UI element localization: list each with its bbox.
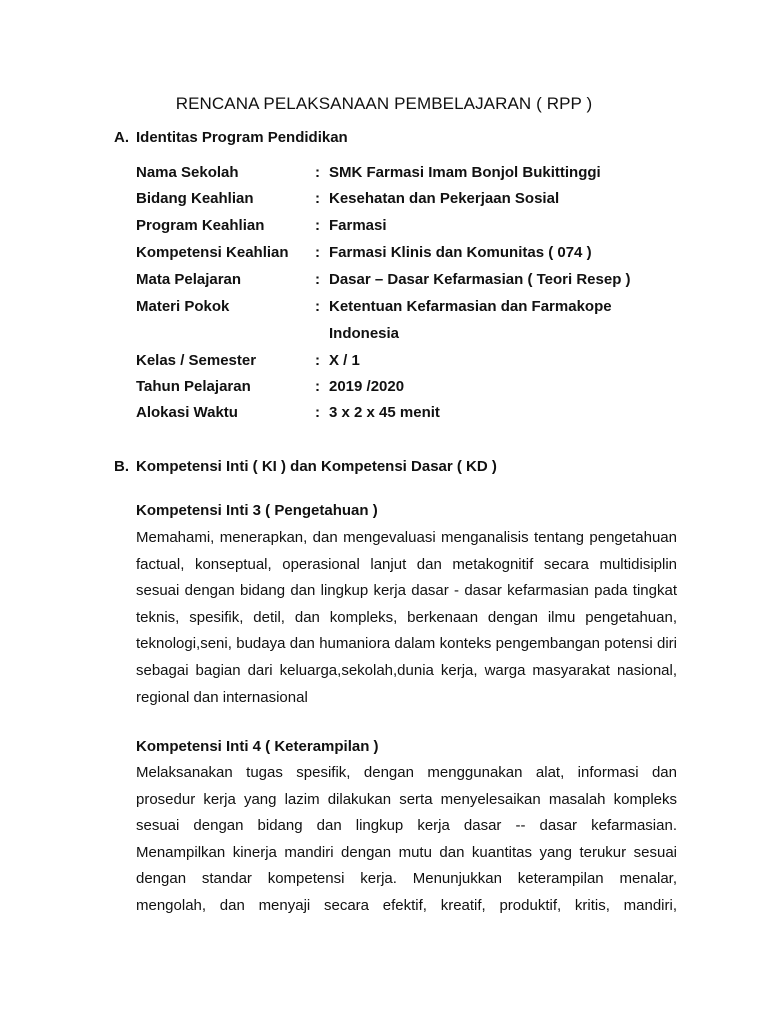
identity-colon: :	[315, 217, 320, 234]
paragraph-line: Melaksanakan tugas spesifik, dengan menggunakan alat, informasi dan	[136, 764, 677, 781]
identity-value: Ketentuan Kefarmasian dan Farmakope	[329, 298, 612, 315]
identity-colon: :	[315, 190, 320, 207]
section-a-heading	[114, 129, 348, 146]
paragraph-line: dengan standar kompetensi kerja. Menunjukkan keterampilan menalar,	[136, 870, 677, 888]
paragraph-line: sesuai dengan bidang dan lingkup kerja dasar -- dasar kefarmasian.	[136, 817, 677, 835]
paragraph-line: sesuai dengan bidang dan lingkup kerja dasar - dasar kefarmasian pada tingkat	[136, 582, 677, 600]
paragraph-line: regional dan internasional	[136, 688, 308, 706]
paragraph-line: prosedur kerja yang lazim dilakukan serta menyelesaikan masalah kompleks	[136, 790, 677, 808]
paragraph-line: Memahami, menerapkan, dan mengevaluasi menganalisis tentang pengetahuan	[136, 529, 677, 546]
identity-label: Bidang Keahlian	[136, 190, 254, 207]
identity-value: Dasar – Dasar Kefarmasian ( Teori Resep )	[329, 271, 631, 288]
identity-label: Kompetensi Keahlian	[136, 244, 289, 261]
identity-colon: :	[315, 164, 320, 181]
paragraph-line: Menampilkan kinerja mandiri dengan mutu dan kuantitas yang terukur sesuai	[136, 843, 677, 861]
identity-value: 3 x 2 x 45 menit	[329, 404, 440, 421]
paragraph-line: teknologi,seni, budaya dan humaniora dalam konteks pengembangan potensi diri	[136, 635, 677, 653]
identity-label: Tahun Pelajaran	[136, 378, 251, 395]
paragraph-line: sebagai bagian dari keluarga,sekolah,dunia kerja, warga masyarakat nasional,	[136, 661, 677, 679]
paragraph-line: mengolah, dan menyaji secara efektif, kreatif, produktif, kritis, mandiri,	[136, 896, 677, 914]
paragraph-line: factual, konseptual, operasional lanjut dan metakognitif secara multidisiplin	[136, 555, 677, 573]
section-a-letter: A.	[114, 129, 129, 146]
identity-label: Mata Pelajaran	[136, 271, 242, 288]
identity-label: Alokasi Waktu	[136, 404, 238, 421]
identity-colon: :	[315, 352, 320, 369]
section-b-title: Kompetensi Inti ( KI ) dan Kompetensi Dasar ( KD )	[136, 458, 497, 475]
section-b-letter: B.	[114, 458, 129, 475]
ki3-paragraph	[136, 525, 677, 711]
identity-label: Program Keahlian	[136, 217, 265, 234]
document-title: RENCANA PELAKSANAAN PEMBELAJARAN ( RPP )	[175, 94, 593, 113]
identity-label: Nama Sekolah	[136, 164, 239, 181]
identity-value: Indonesia	[329, 325, 400, 342]
identity-value: 2019 /2020	[329, 378, 405, 395]
identity-colon: :	[315, 378, 320, 395]
ki4-paragraph	[136, 760, 677, 920]
identity-label: Materi Pokok	[136, 298, 230, 315]
identity-colon: :	[315, 271, 320, 288]
identity-value: SMK Farmasi Imam Bonjol Bukittinggi	[329, 164, 601, 181]
identity-value: Kesehatan dan Pekerjaan Sosial	[329, 190, 560, 207]
ki4-heading: Kompetensi Inti 4 ( Keterampilan )	[136, 738, 379, 755]
section-a-title: Identitas Program Pendidikan	[136, 129, 348, 146]
identity-value: Farmasi Klinis dan Komunitas ( 074 )	[329, 244, 592, 261]
identity-value: Farmasi	[329, 217, 387, 234]
identity-colon: :	[315, 298, 320, 315]
identity-colon: :	[315, 244, 320, 261]
identity-value: X / 1	[329, 352, 360, 369]
identity-label: Kelas / Semester	[136, 352, 257, 369]
section-b-heading	[114, 458, 497, 475]
identity-colon: :	[315, 404, 320, 421]
ki3-heading: Kompetensi Inti 3 ( Pengetahuan )	[136, 502, 378, 519]
paragraph-line: teknis, spesifik, detil, dan kompleks, berkenaan dengan ilmu pengetahuan,	[136, 608, 677, 626]
